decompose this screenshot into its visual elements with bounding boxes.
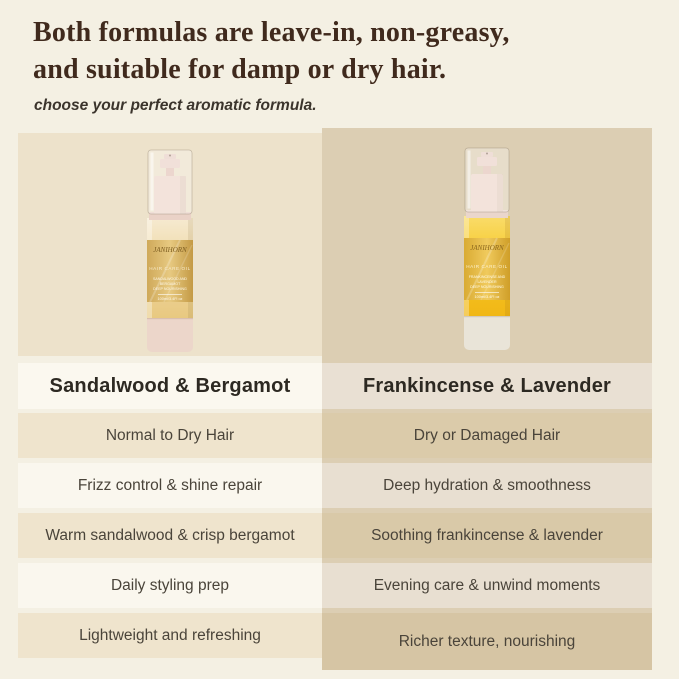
scent-line1: SANDALWOOD AND — [152, 277, 188, 281]
product-bottle-sandalwood-image — [140, 148, 200, 355]
table-row: Evening care & unwind moments — [322, 563, 652, 608]
table-row: Lightweight and refreshing — [18, 613, 322, 658]
column-header-sandalwood: Sandalwood & Bergamot — [18, 363, 322, 409]
table-row: Daily styling prep — [18, 563, 322, 608]
table-row: Warm sandalwood & crisp bergamot — [18, 513, 322, 558]
table-row: Deep hydration & smoothness — [322, 463, 652, 508]
table-row: Dry or Damaged Hair — [322, 413, 652, 458]
product-name: HAIR CARE OIL — [466, 264, 508, 269]
product-bottle-frankincense-image — [457, 146, 517, 353]
table-row: Normal to Dry Hair — [18, 413, 322, 458]
scent-line1: FRANKINCENSE AND — [468, 275, 506, 279]
product-name: HAIR CARE OIL — [149, 266, 191, 271]
column-header-frankincense: Frankincense & Lavender — [322, 363, 652, 409]
scent-line2: LAVENDER — [477, 280, 497, 284]
page-subtitle: choose your perfect aromatic formula. — [34, 97, 317, 114]
page-title — [33, 14, 653, 88]
page-title-line2: and suitable for damp or dry hair. — [33, 54, 447, 85]
table-row: Soothing frankincense & lavender — [322, 513, 652, 558]
brand-name: JANIHORN — [470, 244, 504, 252]
page-title-line1: Both formulas are leave-in, non-greasy, — [33, 17, 510, 48]
brand-name: JANIHORN — [153, 246, 187, 254]
benefit-line: DEEP NOURISHING — [153, 287, 187, 291]
table-row: Frizz control & shine repair — [18, 463, 322, 508]
benefit-line: DEEP NOURISHING — [470, 285, 504, 289]
table-row: Richer texture, nourishing — [322, 613, 652, 670]
volume-label: 100ml/3.4Fl oz — [157, 297, 183, 301]
scent-line2: BERGAMOT — [159, 282, 181, 286]
volume-label: 100ml/3.4Fl oz — [474, 295, 500, 299]
